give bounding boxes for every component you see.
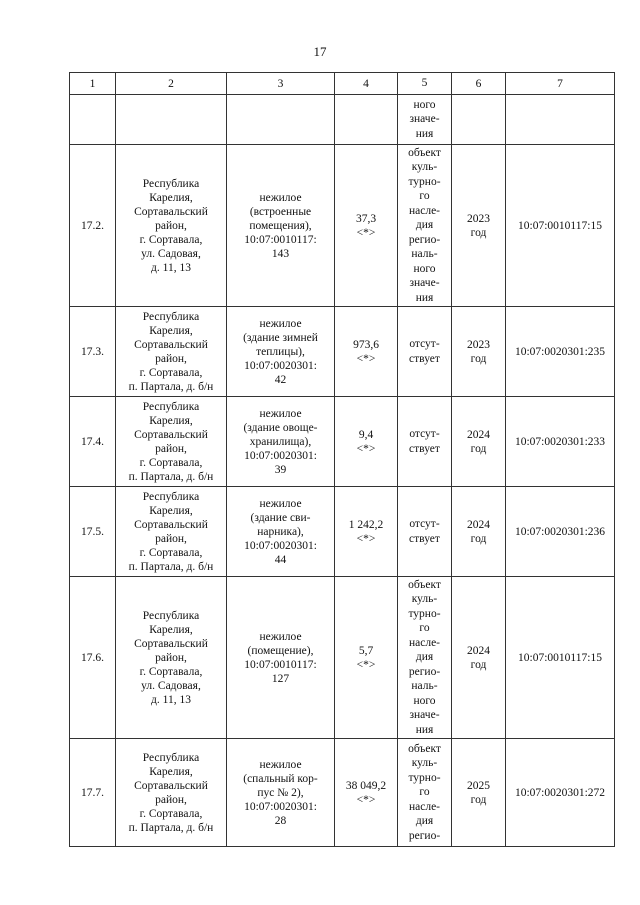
cell-text: 4 xyxy=(363,77,369,90)
cell-col-7 xyxy=(506,487,615,577)
cell-text: Республика Карелия, Сортавальский район, г. Сортавала, п. Партала, д. б/н xyxy=(128,310,214,393)
table-row xyxy=(70,145,615,307)
cell-text: 3 xyxy=(277,77,284,90)
cell-col-1 xyxy=(70,95,116,145)
cell-text: 2 xyxy=(168,77,174,90)
cell-col-1 xyxy=(70,397,116,487)
cell-text: 17.7. xyxy=(81,786,104,799)
cell-col-5 xyxy=(398,577,452,739)
cell-text: 17.5. xyxy=(81,525,104,538)
cell-col-6 xyxy=(452,145,506,307)
cell-text: 2024 год xyxy=(467,518,490,545)
cell-col-6 xyxy=(452,577,506,739)
cell-col-7 xyxy=(506,577,615,739)
cell-text: 10:07:0010117:15 xyxy=(518,219,602,232)
cell-col-3 xyxy=(227,739,335,847)
cell-text: 6 xyxy=(475,77,482,90)
cell-col-5 xyxy=(398,73,452,95)
cell-col-5 xyxy=(398,487,452,577)
cell-text: 37,3 <*> xyxy=(355,212,377,239)
cell-text: 10:07:0020301:233 xyxy=(514,435,606,448)
cell-col-4 xyxy=(335,739,398,847)
objects-table xyxy=(69,72,615,847)
cell-text: ного значе- ния xyxy=(409,98,440,140)
cell-text: Республика Карелия, Сортавальский район, г. Сортавала, п. Партала, д. б/н xyxy=(128,490,214,573)
cell-col-4 xyxy=(335,95,398,145)
cell-col-3 xyxy=(227,397,335,487)
cell-text: нежилое (спальный кор- пус № 2), 10:07:0020301: 28 xyxy=(243,758,318,827)
cell-text: объект куль- турно- го насле- дия регио- наль- ного значе- ния xyxy=(408,146,441,304)
cell-col-6 xyxy=(452,397,506,487)
cell-col-2 xyxy=(116,145,227,307)
cell-text: 2023 год xyxy=(467,212,490,239)
cell-col-4 xyxy=(335,487,398,577)
cell-col-2 xyxy=(116,73,227,95)
cell-text: 973,6 <*> xyxy=(353,338,379,365)
cell-text: нежилое (встроенные помещения), 10:07:0010117: 143 xyxy=(244,191,317,260)
table-row xyxy=(70,397,615,487)
cell-text: 2023 год xyxy=(467,338,490,365)
cell-col-3 xyxy=(227,95,335,145)
cell-col-3 xyxy=(227,73,335,95)
cell-col-2 xyxy=(116,577,227,739)
cell-col-1 xyxy=(70,145,116,307)
cell-col-6 xyxy=(452,739,506,847)
cell-text: 17.4. xyxy=(81,435,104,448)
cell-text: 10:07:0020301:235 xyxy=(514,345,606,358)
cell-col-6 xyxy=(452,307,506,397)
cell-text: Республика Карелия, Сортавальский район, г. Сортавала, п. Партала, д. б/н xyxy=(128,400,214,483)
cell-col-3 xyxy=(227,577,335,739)
cell-text: 10:07:0010117:15 xyxy=(518,651,602,664)
cell-col-7 xyxy=(506,73,615,95)
cell-col-5 xyxy=(398,397,452,487)
cell-col-1 xyxy=(70,577,116,739)
cell-text: 17.3. xyxy=(81,345,104,358)
table-row xyxy=(70,307,615,397)
cell-text: 5,7 <*> xyxy=(356,644,376,671)
cell-col-4 xyxy=(335,307,398,397)
cell-text: 2024 год xyxy=(467,644,490,671)
cell-text: отсут- ствует xyxy=(409,338,440,365)
cell-col-6 xyxy=(452,95,506,145)
cell-text: 38 049,2 <*> xyxy=(345,779,387,806)
table-row xyxy=(70,739,615,847)
cell-text: 10:07:0020301:236 xyxy=(514,525,606,538)
cell-col-1 xyxy=(70,487,116,577)
table-row xyxy=(70,487,615,577)
cell-col-7 xyxy=(506,307,615,397)
cell-col-5 xyxy=(398,145,452,307)
cell-text: 2025 год xyxy=(467,779,490,806)
cell-col-3 xyxy=(227,307,335,397)
cell-text: нежилое (здание сви- нарника), 10:07:0020301: 44 xyxy=(244,497,317,566)
cell-col-5 xyxy=(398,95,452,145)
cell-col-4 xyxy=(335,145,398,307)
cell-text: Республика Карелия, Сортавальский район, г. Сортавала, ул. Садовая, д. 11, 13 xyxy=(134,177,208,274)
cell-col-1 xyxy=(70,307,116,397)
cell-text: нежилое (помещение), 10:07:0010117: 127 xyxy=(244,630,317,685)
cell-col-4 xyxy=(335,397,398,487)
cell-col-2 xyxy=(116,739,227,847)
cell-col-2 xyxy=(116,95,227,145)
cell-col-7 xyxy=(506,145,615,307)
continuation-row xyxy=(70,95,615,145)
cell-col-5 xyxy=(398,739,452,847)
cell-col-7 xyxy=(506,739,615,847)
cell-text: отсут- ствует xyxy=(409,518,440,545)
cell-col-4 xyxy=(335,577,398,739)
cell-col-6 xyxy=(452,73,506,95)
cell-col-2 xyxy=(116,397,227,487)
header-row xyxy=(70,73,615,95)
cell-text: 17.6. xyxy=(81,651,104,664)
cell-text: 5 xyxy=(421,77,428,90)
cell-col-5 xyxy=(398,307,452,397)
cell-col-2 xyxy=(116,307,227,397)
cell-text: отсут- ствует xyxy=(409,428,440,455)
cell-text: объект куль- турно- го насле- дия регио- xyxy=(408,742,441,842)
cell-text: объект куль- турно- го насле- дия регио- наль- ного значе- ния xyxy=(408,578,441,736)
cell-col-2 xyxy=(116,487,227,577)
page-number: 17 xyxy=(313,44,327,59)
cell-col-3 xyxy=(227,487,335,577)
cell-text: 17.2. xyxy=(81,219,104,232)
cell-text: 1 242,2 <*> xyxy=(348,518,384,545)
cell-text: Республика Карелия, Сортавальский район, г. Сортавала, п. Партала, д. б/н xyxy=(128,751,214,834)
cell-text: 1 xyxy=(89,77,96,90)
cell-text: Республика Карелия, Сортавальский район, г. Сортавала, ул. Садовая, д. 11, 13 xyxy=(134,609,208,706)
cell-col-1 xyxy=(70,739,116,847)
cell-text: 2024 год xyxy=(467,428,490,455)
cell-text: нежилое (здание зимней теплицы), 10:07:0020301: 42 xyxy=(243,317,318,386)
cell-text: 7 xyxy=(557,77,563,90)
cell-col-3 xyxy=(227,145,335,307)
cell-text: 10:07:0020301:272 xyxy=(514,786,606,799)
cell-text: 9,4 <*> xyxy=(356,428,376,455)
cell-text: нежилое (здание овоще- хранилища), 10:07:0020301: 39 xyxy=(243,407,318,476)
cell-col-7 xyxy=(506,397,615,487)
cell-col-6 xyxy=(452,487,506,577)
cell-col-1 xyxy=(70,73,116,95)
cell-col-4 xyxy=(335,73,398,95)
cell-col-7 xyxy=(506,95,615,145)
table-row xyxy=(70,577,615,739)
